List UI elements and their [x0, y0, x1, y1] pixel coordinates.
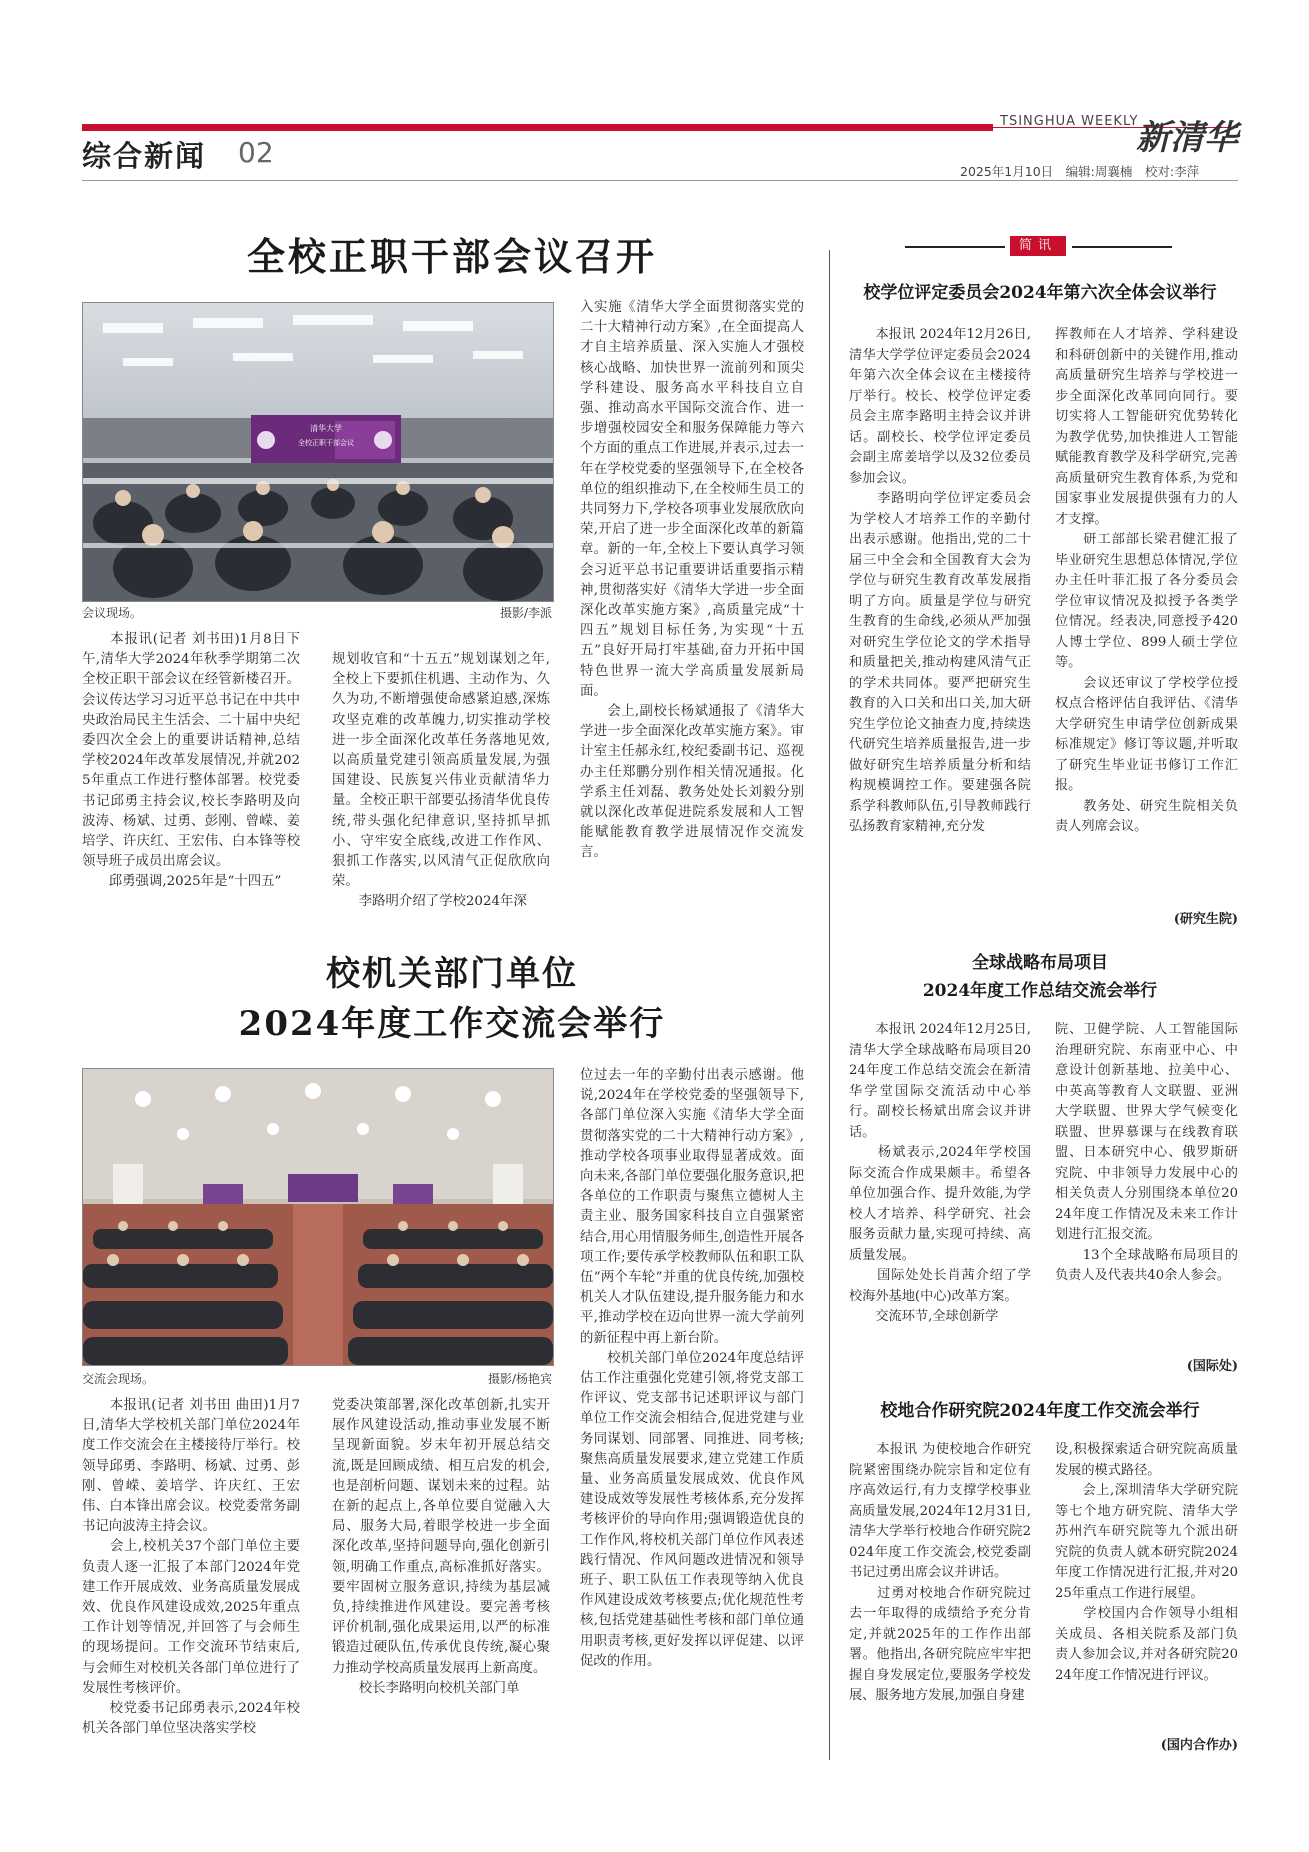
brief2-col2: 院、卫健学院、人工智能国际治理研究院、东南亚中心、中意设计创新基地、拉美中心、中英高等教育人文联盟、亚洲大学联盟、世界大学气候变化联盟、世界慕课与在线教育联盟、日本研究中心、俄罗斯研究院、中非领导力发展中心的相关负责人分别围绕本单位2024年度工作情况及未来工作计划进行汇报交流。 13个全球战略布局项目的负责人及代表共40余人参会。 [1055, 1022, 1238, 1283]
brand-logo: 新清华 [1136, 118, 1238, 158]
masthead-red-rule [82, 124, 993, 131]
svg-text:清华大学: 清华大学 [310, 424, 342, 433]
brief2-headline-line2: 2024年度工作总结交流会举行 [922, 981, 1158, 1001]
weekly-label: TSINGHUA WEEKLY [1000, 114, 1139, 129]
brief3-col2: 设,积极探索适合研究院高质量发展的模式路径。 会上,深圳清华大学研究院等七个地方研究院、清华大学苏州汽车研究院等九个派出研究院的负责人就本研究院2024年度工作情况进行汇报,并对2025年重点工作进行展望。 学校国内合作领导小组相关成员、各相关院系及部门负责人参加会议,并对各研究院2024年度工作情况进行评议。 [1055, 1442, 1238, 1683]
meeting-room-image [83, 1069, 553, 1365]
article1-caption: 会议现场。 [82, 606, 143, 620]
article1-col3: 入实施《清华大学全面贯彻落实党的二十大精神行动方案》,在全面提高人才自主培养质量、深入实施人才强校核心战略、加快世界一流前列和顶尖学科建设、服务高水平科技自立自强、推动高水平国际交流合作、进一步增强校园安全和服务保障能力等六个方面的重点工作进展,并表示,过去一年在学校党委的坚强领导下,在全校各单位的组织推动下,在全校师生员工的共同努力下,学校各项事业发展欣欣向荣,开启了进一步全面深化改革的新篇章。新的一年,全校上下要认真学习领会习近平总书记重要讲话重要指示精神,贯彻落实好《清华大学进一步全面深化改革实施方案》,高质量完成“十四五”规划目标任务,为实现“十五五”良好开局打牢基础,奋力开拓中国特色世界一流大学高质量发展新局面。 会上,副校长杨斌通报了《清华大学进一步全面深化改革实施方案》。审计室主任郝永红,校纪委副书记、巡视办主任郑鹏分别作相关情况通报。化学系主任刘磊、教务处处长刘毅分别就以深化改革促进院系发展和人工智能赋能教育教学进展情况作交流发言。 [580, 300, 804, 861]
article1-credit: 摄影/李派 [499, 606, 552, 620]
brief1-headline: 校学位评定委员会2024年第六次全体会议举行 [863, 283, 1217, 303]
brief1-col2: 挥教师在人才培养、学科建设和科研创新中的关键作用,推动高质量研究生培养与学校进一步全面深化改革同向同行。要切实将人工智能研究优势转化为教学优势,加快推进人工智能赋能教育教学及科学研究,完善高质量研究生教育体系,为党和国家事业发展提供强有力的人才支撑。 研工部部长梁君健汇报了毕业研究生思想总体情况,学位办主任叶菲汇报了各分委员会学位审议情况及拟授予各类学位情况。经表决,同意授予420人博士学位、899人硕士学位等。 会议还审议了学校学位授权点合格评估自我评估、《清华大学研究生申请学位创新成果标准规定》修订等议题,并听取了研究生毕业证书修订工作汇报。 教务处、研究生院相关负责人列席会议。 [1055, 327, 1238, 834]
article2-col2: 党委决策部署,深化改革创新,扎实开展作风建设活动,推动事业发展不断呈现新面貌。岁末年初开展总结交流,既是回顾成绩、相互启发的机会,也是剖析问题、谋划未来的过程。站在新的起点上,各单位要自觉融入大局、服务大局,着眼学校进一步全面深化改革,坚持问题导向,强化创新引领,明确工作重点,高标准抓好落实。要牢固树立服务意识,持续为基层减负,持续推进作风建设。要完善考核评价机制,强化成果运用,以严的标准锻造过硬队伍,传承优良传统,凝心聚力推动学校高质量发展再上新高度。 校长李路明向校机关部门单 [332, 1398, 550, 1696]
date-editor-line: 2025年1月10日 编辑:周襄楠 校对:李萍 [960, 164, 1200, 179]
brief-rule-left [905, 246, 1005, 248]
article2-col3: 位过去一年的辛勤付出表示感谢。他说,2024年在学校党委的坚强领导下,各部门单位深入实施《清华大学全面贯彻落实党的二十大精神行动方案》,推动学校各项事业取得显著成效。面向未来,各部门单位要强化服务意识,把各单位的工作职责与聚焦立德树人主责主业、服务国家科技自立自强紧密结合,用心用情服务师生,创造性开展各项工作;要传承学校教师队伍和职工队伍“两个车轮”并重的优良传统,加强校机关人才队伍建设,提升服务能力和水平,推动学校在迈向世界一流大学前列的新征程中再上新台阶。 校机关部门单位2024年度总结评估工作注重强化党建引领,将党支部工作评议、党支部书记述职评议与部门单位工作交流会相结合,促进党建与业务同谋划、同部署、同推进、同考核;聚焦高质量发展要求,建立党建工作质量、业务高质量发展成效、优良作风建设成效等发展性考核体系,充分发挥考核评价的导向作用;强调锻造优良的工作作风,将校机关部门单位作风表述践行情况、作风问题改进情况和领导班子、职工队伍工作表现等纳入优良作风建设成效考核要点;优化规范性考核,包括党建基础性考核和部门单位通用职责考核,更好发挥以评促建、以评促改的作用。 [580, 1068, 804, 1669]
brief3-org: (国内合作办) [1160, 1738, 1238, 1753]
article2-headline-line2: 2024年度工作交流会举行 [238, 1004, 666, 1044]
brief-badge: 简讯 [1010, 236, 1066, 256]
article2-col1: 本报讯(记者 刘书田 曲田)1月7日,清华大学校机关部门单位2024年度工作交流会在主楼接待厅举行。校领导邱勇、李路明、杨斌、过勇、彭刚、曾嵘、姜培学、许庆红、王宏伟、白本锋出席会议。校党委常务副书记向波涛主持会议。 会上,校机关37个部门单位主要负责人逐一汇报了本部门2024年党建工作开展成效、业务高质量发展成效、优良作风建设成效,2025年重点工作计划等情况,并回答了与会师生的现场提问。工作交流环节结束后,与会师生对校机关各部门单位进行了发展性考核评价。 校党委书记邱勇表示,2024年校机关各部门单位坚决落实学校 [82, 1398, 300, 1737]
photo-banner-text: 全校正职干部会议 [298, 439, 354, 447]
header-divider [82, 180, 1238, 181]
page-number: 02 [238, 136, 274, 169]
section-title: 综合新闻 [82, 139, 207, 173]
conference-hall-image [83, 303, 553, 601]
brief1-col1: 本报讯 2024年12月26日,清华大学学位评定委员会2024年第六次全体会议在主楼接待厅举行。校长、校学位评定委员会主席李路明主持会议并讲话。副校长、校学位评定委员会副主席姜培学以及32位委员参加会议。 李路明向学位评定委员会为学校人才培养工作的辛勤付出表示感谢。他指出,党的二十届三中全会和全国教育大会为学位与研究生教育改革发展指明了方向。质量是学位与研究生教育的生命线,必须从严加强对研究生学位论文的学术指导和质量把关,推动构建风清气正的学术共同体。要严把研究生教育的入口关和出口关,加大研究生学位论文抽查力度,持续迭代研究生培养质量报告,进一步做好研究生培养质量分析和结构规模调控工作。要建强各院系学科教师队伍,引导教师践行弘扬教育家精神,充分发 [849, 327, 1031, 834]
brief1-org: (研究生院) [1173, 912, 1238, 927]
article1-photo [82, 302, 554, 602]
article1-col1: 本报讯(记者 刘书田)1月8日下午,清华大学2024年秋季学期第二次全校正职干部会议在经管新楼召开。会议传达学习习近平总书记在中共中央政治局民主生活会、二十届中央纪委四次全会上的重要讲话精神,总结学校2024年改革发展情况,并就2025年重点工作进行整体部署。校党委书记邱勇主持会议,校长李路明及向波涛、杨斌、过勇、彭刚、曾嵘、姜培学、许庆红、王宏伟、白本锋等校领导班子成员出席会议。 邱勇强调,2025年是“十四五” [82, 632, 300, 890]
brief3-headline: 校地合作研究院2024年度工作交流会举行 [880, 1401, 1200, 1421]
article2-photo [82, 1068, 554, 1366]
brief2-org: (国际处) [1186, 1359, 1238, 1374]
brief-rule-right [1072, 246, 1172, 248]
brief3-col1: 本报讯 为使校地合作研究院紧密围绕办院宗旨和定位有序高效运行,有力支撑学校事业高质量发展,2024年12月31日,清华大学举行校地合作研究院2024年度工作交流会,校党委副书记过勇出席会议并讲话。 过勇对校地合作研究院过去一年取得的成绩给予充分肯定,并就2025年的工作作出部署。他指出,各研究院应牢牢把握自身发展定位,要服务学校发展、服务地方发展,加强自身建 [849, 1442, 1031, 1703]
article1-col2: 规划收官和“十五五”规划谋划之年,全校上下要抓住机遇、主动作为、久久为功,不断增强使命感紧迫感,深炼攻坚克难的改革魄力,切实推动学校进一步全面深化改革任务落地见效,以高质量党建引领高质量发展,为强国建设、民族复兴伟业贡献清华力量。全校正职干部要弘扬清华优良传统,带头强化纪律意识,坚持抓早抓小、守牢安全底线,改进工作作风、狠抓工作落实,以风清气正促欣欣向荣。 李路明介绍了学校2024年深 [332, 652, 550, 910]
article2-caption: 交流会现场。 [82, 1372, 155, 1386]
article2-headline-line1: 校机关部门单位 [326, 954, 578, 994]
brief2-col1: 本报讯 2024年12月25日,清华大学全球战略布局项目2024年度工作总结交流会在新清华学堂国际交流活动中心举行。副校长杨斌出席会议并讲话。 杨斌表示,2024年学校国际交流合作成果颇丰。希望各单位加强合作、提升效能,为学校人才培养、科学研究、社会服务贡献力量,实现可持续、高质量发展。 国际处处长肖茜介绍了学校海外基地(中心)改革方案。 交流环节,全球创新学 [849, 1022, 1031, 1324]
brief2-headline-line1: 全球战略布局项目 [972, 953, 1108, 973]
article1-headline: 全校正职干部会议召开 [246, 234, 657, 279]
column-divider [829, 250, 830, 1760]
article2-credit: 摄影/杨艳宾 [487, 1372, 552, 1386]
